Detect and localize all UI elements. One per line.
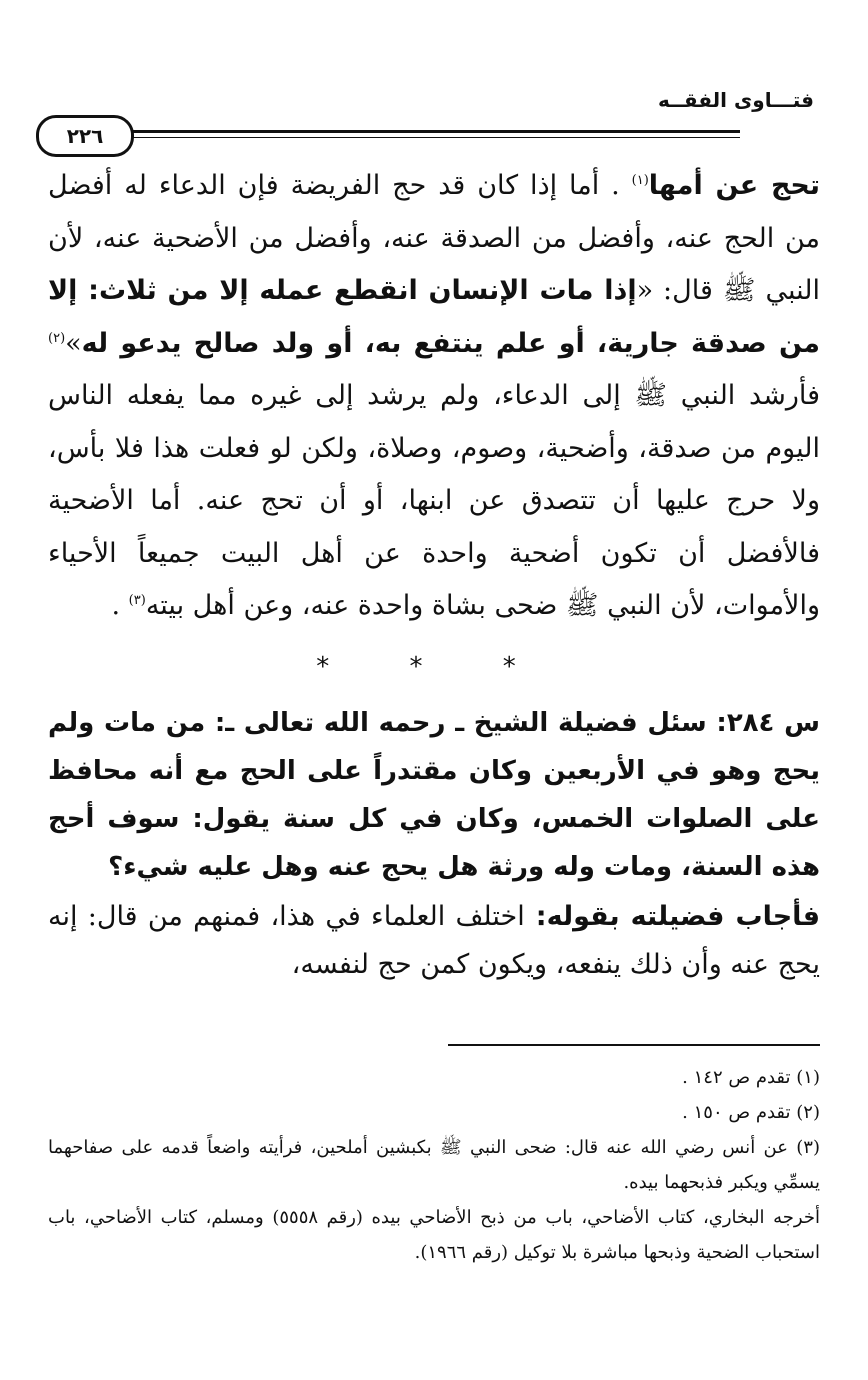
footnotes [48, 1060, 820, 1270]
footnote-rule [448, 1044, 820, 1046]
quote-close: » [65, 327, 82, 359]
footnote-3: (٣) عن أنس رضي الله عنه قال: ضحى النبي ﷺ بكبشين أملحين، فرأيته واضعاً قدمه على صفاحهما يسمِّي ويكبر فذبحهما بيده. [48, 1137, 820, 1193]
answer-lead: فأجاب فضيلته بقوله: [524, 900, 820, 932]
footnote-1: (١) تقدم ص ١٤٢ . [682, 1067, 820, 1088]
hadith-quote: إذا مات الإنسان انقطع عمله إلا من ثلاث: إلا من صدقة جارية، أو علم ينتفع به، أو ولد صالح يدعو له [48, 275, 820, 359]
running-title: فتـــاوى الفقــه [658, 88, 814, 112]
answer-text: اختلف العلماء في هذا، فمنهم من قال: إنه يحج عنه وأن ذلك ينفعه، ويكون كمن حج لنفسه، [48, 900, 820, 980]
section-separator: * * * [316, 651, 552, 682]
footnote-ref-2: (٢) [48, 330, 66, 346]
text-run: . [111, 590, 129, 621]
text-run: . أما إذا كان قد حج الفريضة فإن الدعاء له أفضل من الحج عنه، وأفضل من الصدقة عنه، وأفضل من الأضحية عنه، لأن النبي ﷺ قال: « [48, 170, 820, 306]
answer-paragraph [48, 893, 820, 989]
page-number: ٢٢٦ [36, 115, 134, 157]
text-run: تحج عن أمها [648, 170, 820, 201]
footnote-2: (٢) تقدم ص ١٥٠ . [682, 1102, 820, 1123]
header-rule [60, 130, 740, 133]
header-rule-thin [60, 137, 740, 138]
main-text [48, 160, 820, 989]
question-284: س ٢٨٤: سئل فضيلة الشيخ ـ رحمه الله تعالى ـ: من مات ولم يحج وهو في الأربعين وكان مقتدراً على الحج مع أنه محافظ على الصلوات الخمس، وكان في كل سنة يقول: سوف أحج هذه السنة، ومات وله ورثة هل يحج عنه وهل عليه شيء؟ [48, 707, 820, 882]
paragraph-answer-continued [48, 160, 820, 633]
footnote-ref-3: (٣) [128, 593, 146, 608]
footnote-ref-1: (١) [631, 173, 649, 188]
text-run: فأرشد النبي ﷺ إلى الدعاء، ولم يرشد إلى غيره مما يفعله الناس اليوم من صدقة، وأضحية، وصوم، وصلاة، ولكن لو فعلت هذا فلا بأس، ولا حرج عليها أن تتصدق عن ابنها، أو أن تحج عنه. أما الأضحية فالأفضل أن تكون أضحية واحدة عن أهل البيت جميعاً الأحياء والأموات، لأن النبي ﷺ ضحى بشاة واحدة عنه، وعن أهل بيته [48, 380, 820, 621]
footnote-3-source: أخرجه البخاري، كتاب الأضاحي، باب من ذبح الأضاحي بيده (رقم ٥٥٥٨) ومسلم، كتاب الأضاحي، باب استحباب الضحية وذبحها مباشرة بلا توكيل (رقم ١٩٦٦). [48, 1207, 820, 1263]
